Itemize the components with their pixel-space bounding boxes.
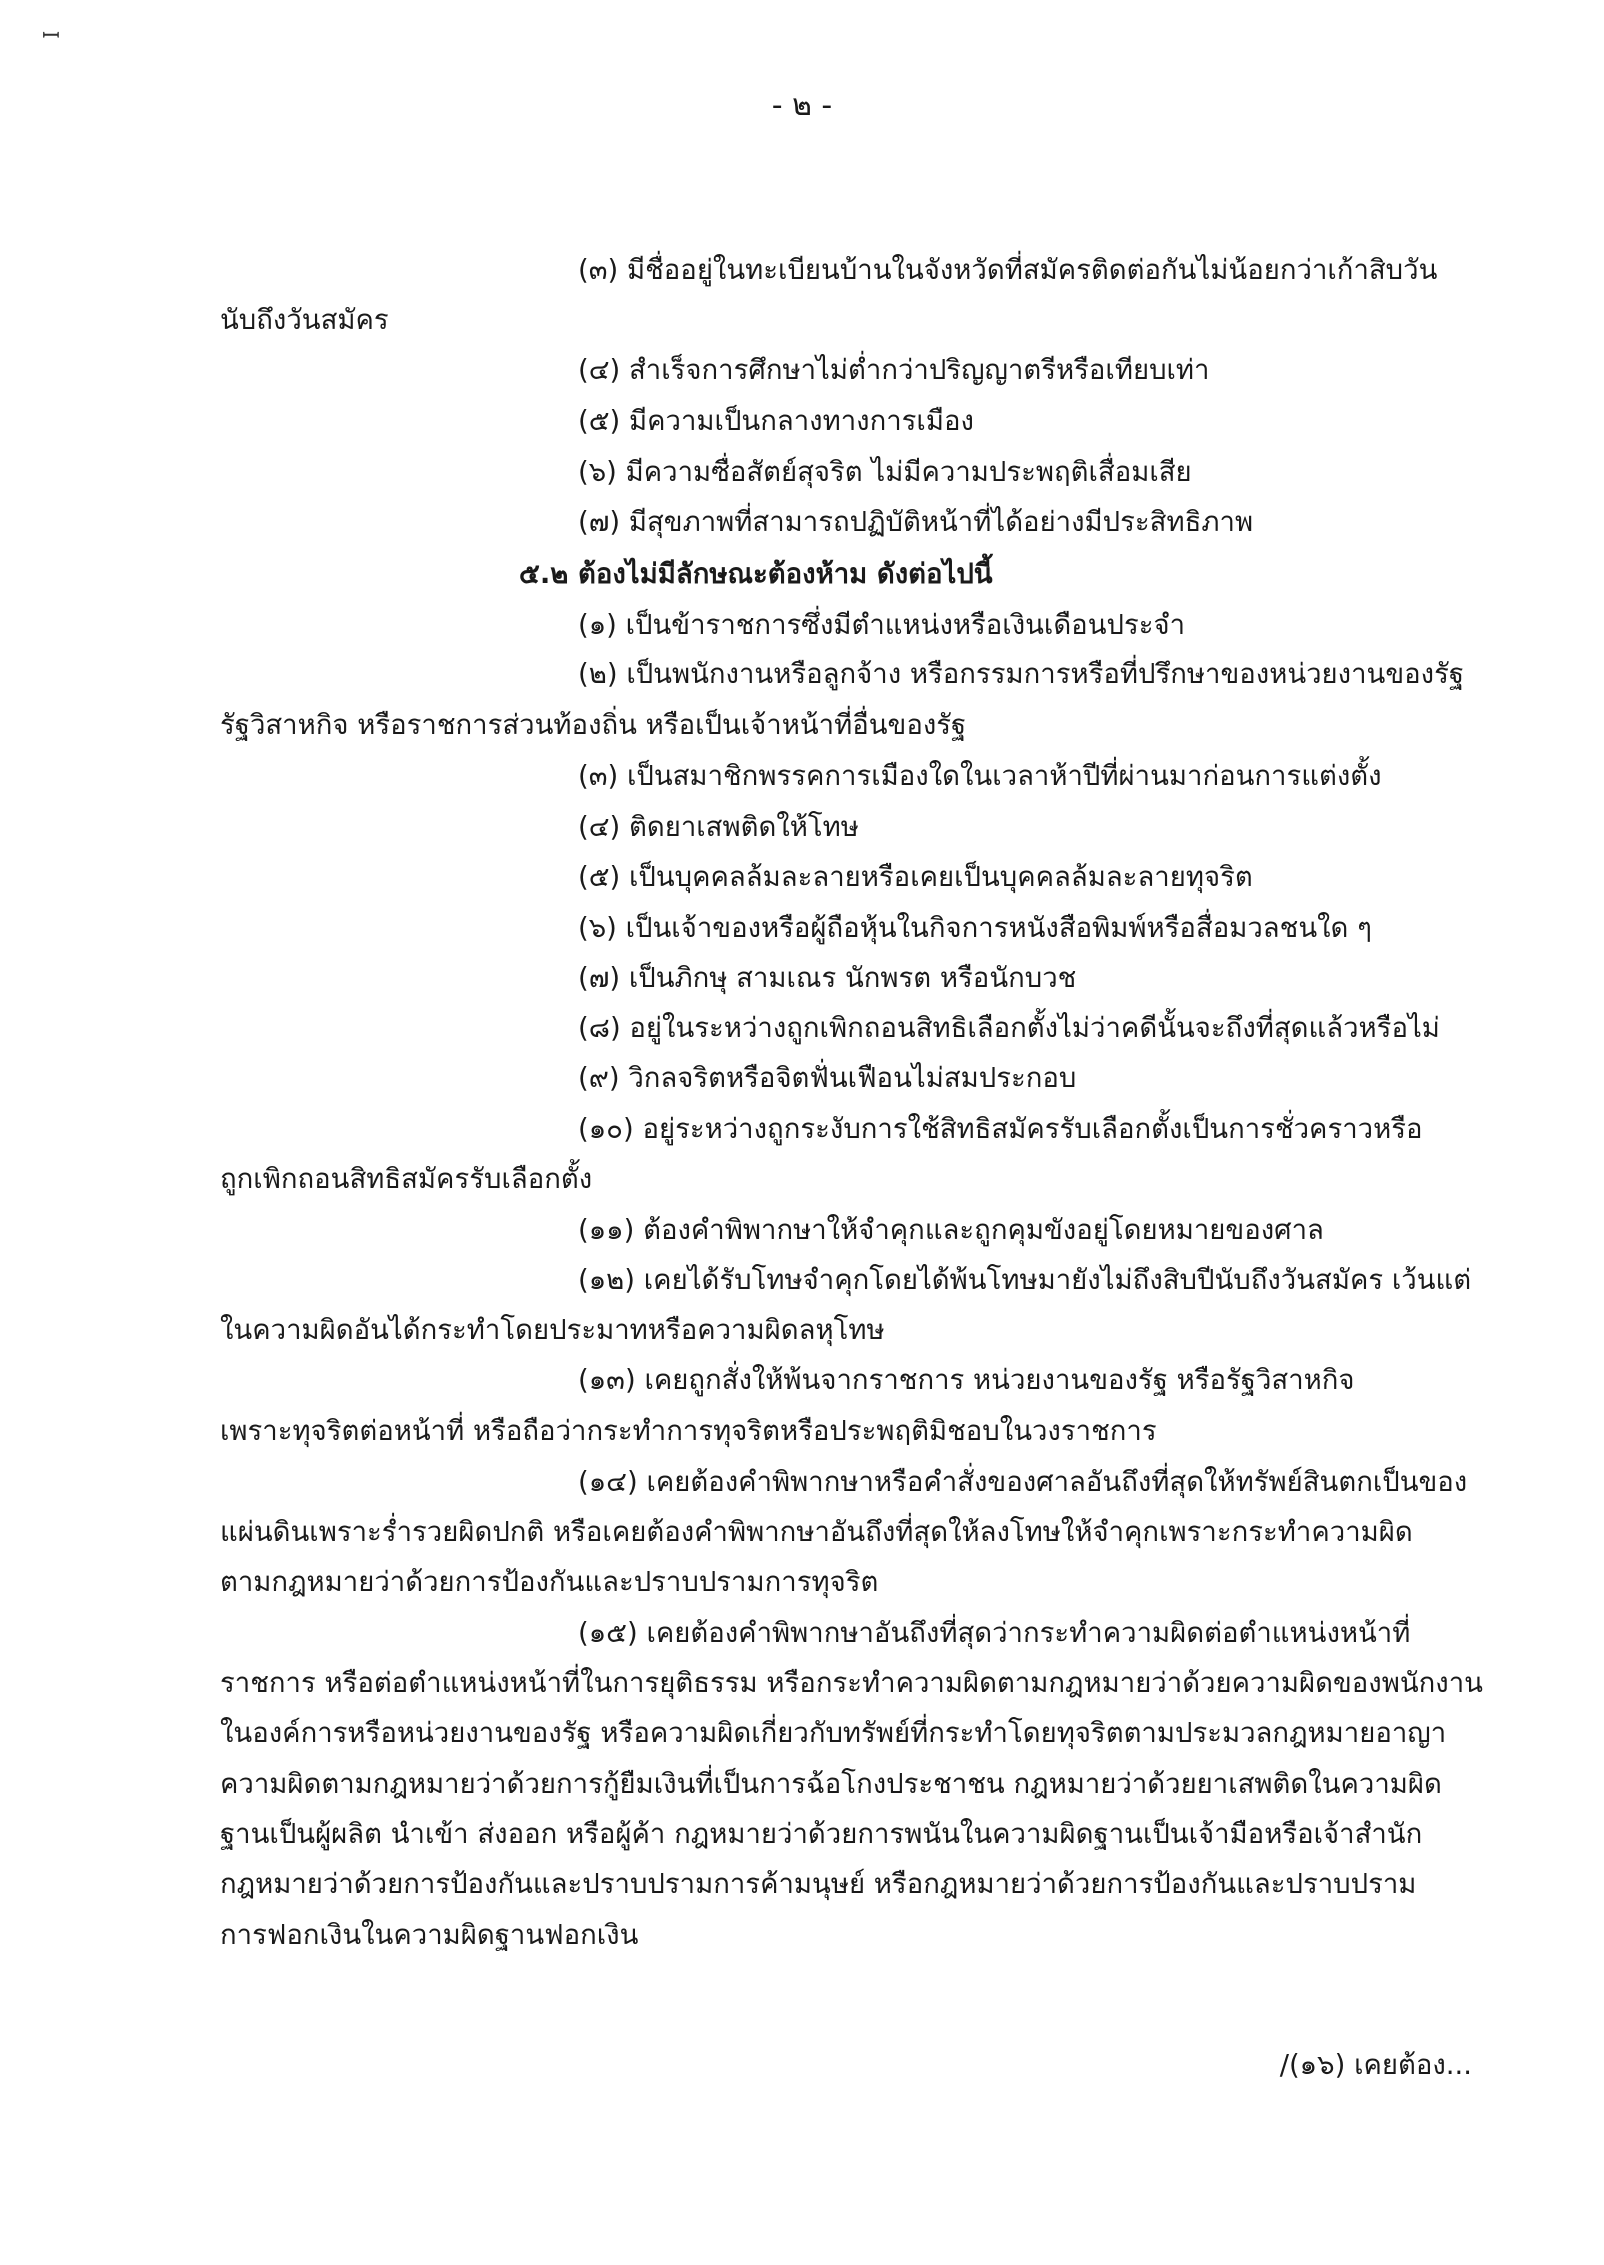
text-line: ในองค์การหรือหน่วยงานของรัฐ หรือความผิดเกี่ยวกับทรัพย์ที่กระทำโดยทุจริตตามประมวลกฎหมายอาญา bbox=[220, 1717, 1447, 1749]
text-line: (๕) เป็นบุคคลล้มละลายหรือเคยเป็นบุคคลล้มละลายทุจริต bbox=[578, 861, 1253, 893]
page-number: - ๒ - bbox=[771, 88, 833, 123]
text-line: (๔) สำเร็จการศึกษาไม่ต่ำกว่าปริญญาตรีหรือเทียบเท่า bbox=[578, 354, 1210, 386]
section-heading: ๕.๒ ต้องไม่มีลักษณะต้องห้าม ดังต่อไปนี้ bbox=[519, 558, 993, 590]
text-line: (๑๕) เคยต้องคำพิพากษาอันถึงที่สุดว่ากระทำความผิดต่อตำแหน่งหน้าที่ bbox=[578, 1617, 1411, 1649]
text-line: นับถึงวันสมัคร bbox=[220, 304, 389, 336]
text-line: (๒) เป็นพนักงานหรือลูกจ้าง หรือกรรมการหรือที่ปรึกษาของหน่วยงานของรัฐ bbox=[578, 658, 1465, 690]
text-line: (๑๑) ต้องคำพิพากษาให้จำคุกและถูกคุมขังอยู่โดยหมายของศาล bbox=[578, 1214, 1324, 1246]
text-line: (๗) เป็นภิกษุ สามเณร นักพรต หรือนักบวช bbox=[578, 962, 1077, 994]
text-line: กฎหมายว่าด้วยการป้องกันและปราบปรามการค้ามนุษย์ หรือกฎหมายว่าด้วยการป้องกันและปราบปราม bbox=[220, 1868, 1417, 1900]
text-line: (๙) วิกลจริตหรือจิตฟั่นเฟือนไม่สมประกอบ bbox=[578, 1062, 1077, 1094]
text-line: ราชการ หรือต่อตำแหน่งหน้าที่ในการยุติธรรม หรือกระทำความผิดตามกฎหมายว่าด้วยความผิดของพนักงาน bbox=[220, 1667, 1483, 1699]
text-line: (๖) มีความซื่อสัตย์สุจริต ไม่มีความประพฤติเสื่อมเสีย bbox=[578, 456, 1192, 488]
text-line: (๘) อยู่ในระหว่างถูกเพิกถอนสิทธิเลือกตั้งไม่ว่าคดีนั้นจะถึงที่สุดแล้วหรือไม่ bbox=[578, 1012, 1440, 1044]
corner-mark: ꟷ bbox=[42, 24, 60, 49]
text-line: (๗) มีสุขภาพที่สามารถปฏิบัติหน้าที่ได้อย่างมีประสิทธิภาพ bbox=[578, 506, 1254, 538]
text-line: ในความผิดอันได้กระทำโดยประมาทหรือความผิดลหุโทษ bbox=[220, 1314, 885, 1346]
text-line: แผ่นดินเพราะร่ำรวยผิดปกติ หรือเคยต้องคำพิพากษาอันถึงที่สุดให้ลงโทษให้จำคุกเพราะกระทำความผิด bbox=[220, 1516, 1413, 1548]
text-line: (๑๓) เคยถูกสั่งให้พ้นจากราชการ หน่วยงานของรัฐ หรือรัฐวิสาหกิจ bbox=[578, 1364, 1355, 1396]
text-line: (๓) มีชื่ออยู่ในทะเบียนบ้านในจังหวัดที่สมัครติดต่อกันไม่น้อยกว่าเก้าสิบวัน bbox=[578, 254, 1438, 286]
text-line: การฟอกเงินในความผิดฐานฟอกเงิน bbox=[220, 1919, 639, 1951]
text-line: (๑๒) เคยได้รับโทษจำคุกโดยได้พ้นโทษมายังไม่ถึงสิบปีนับถึงวันสมัคร เว้นแต่ bbox=[578, 1264, 1472, 1296]
continuation-note: /(๑๖) เคยต้อง... bbox=[1279, 2049, 1472, 2081]
text-line: (๕) มีความเป็นกลางทางการเมือง bbox=[578, 405, 974, 437]
text-line: (๑๔) เคยต้องคำพิพากษาหรือคำสั่งของศาลอันถึงที่สุดให้ทรัพย์สินตกเป็นของ bbox=[578, 1466, 1468, 1498]
text-line: เพราะทุจริตต่อหน้าที่ หรือถือว่ากระทำการทุจริตหรือประพฤติมิชอบในวงราชการ bbox=[220, 1415, 1157, 1447]
text-line: ตามกฎหมายว่าด้วยการป้องกันและปราบปรามการทุจริต bbox=[220, 1566, 879, 1598]
text-line: (๑) เป็นข้าราชการซึ่งมีตำแหน่งหรือเงินเดือนประจำ bbox=[578, 609, 1186, 641]
text-line: (๓) เป็นสมาชิกพรรคการเมืองใดในเวลาห้าปีที่ผ่านมาก่อนการแต่งตั้ง bbox=[578, 760, 1382, 792]
text-line: ถูกเพิกถอนสิทธิสมัครรับเลือกตั้ง bbox=[220, 1163, 593, 1195]
text-line: ความผิดตามกฎหมายว่าด้วยการกู้ยืมเงินที่เป็นการฉ้อโกงประชาชน กฎหมายว่าด้วยยาเสพติดในความผิด bbox=[220, 1768, 1442, 1800]
text-line: (๑๐) อยู่ระหว่างถูกระงับการใช้สิทธิสมัครรับเลือกตั้งเป็นการชั่วคราวหรือ bbox=[578, 1113, 1423, 1145]
text-line: ฐานเป็นผู้ผลิต นำเข้า ส่งออก หรือผู้ค้า กฎหมายว่าด้วยการพนันในความผิดฐานเป็นเจ้ามือหรือเจ้าสำนัก bbox=[220, 1818, 1423, 1850]
text-line: (๔) ติดยาเสพติดให้โทษ bbox=[578, 811, 859, 843]
text-line: (๖) เป็นเจ้าของหรือผู้ถือหุ้นในกิจการหนังสือพิมพ์หรือสื่อมวลชนใด ๆ bbox=[578, 912, 1372, 944]
text-line: รัฐวิสาหกิจ หรือราชการส่วนท้องถิ่น หรือเป็นเจ้าหน้าที่อื่นของรัฐ bbox=[220, 709, 967, 741]
